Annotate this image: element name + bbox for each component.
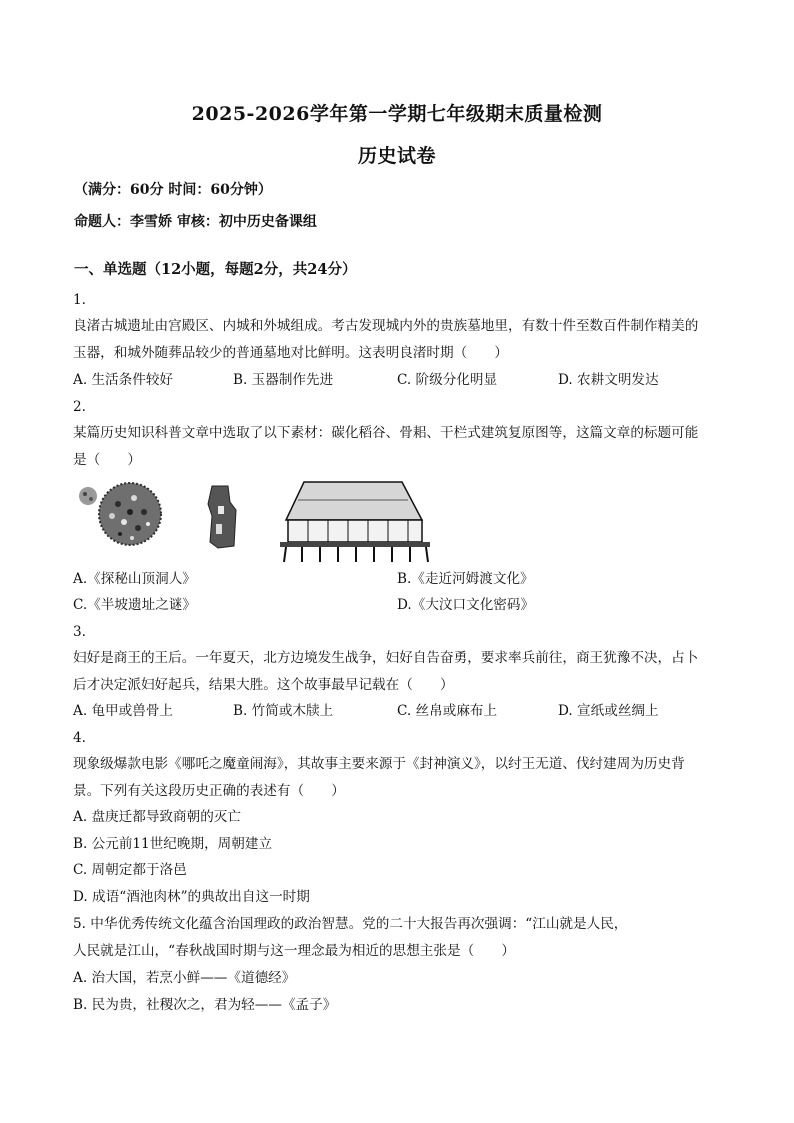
q3-option-b: B. 竹简或木牍上 — [233, 703, 334, 719]
q2-option-a: A.《探秘山顶洞人》 — [73, 571, 196, 587]
q4-option-b: B. 公元前11世纪晚期，周朝建立 — [73, 836, 273, 852]
q2-stem-line2: 是（ ） — [73, 452, 141, 468]
q2-stem-line1: 某篇历史知识科普文章中选取了以下素材：碳化稻谷、骨耜、干栏式建筑复原图等，这篇文章的标题可能 — [73, 425, 699, 441]
exam-title: 2025-2026学年第一学期七年级期末质量检测 — [191, 103, 603, 125]
q3-stem-line2: 后才决定派妇好起兵，结果大胜。这个故事最早记载在（ ） — [73, 677, 454, 693]
bone-spade-icon — [208, 486, 236, 548]
q5-stem-line1: 5. 中华优秀传统文化蕴含治国理政的政治智慧。党的二十大报告再次强调：“江山就是人民， — [73, 916, 628, 932]
q5-option-b: B. 民为贵，社稷次之，君为轻——《孟子》 — [73, 997, 337, 1013]
q2-option-c: C.《半坡遗址之谜》 — [73, 597, 196, 613]
q2-number: 2. — [73, 399, 86, 415]
q4-number: 4. — [73, 730, 86, 746]
q4-stem-line1: 现象级爆款电影《哪吒之魔童闹海》，其故事主要来源于《封神演义》，以纣王无道、伐纣建周为历史背 — [73, 756, 685, 772]
q1-option-c: C. 阶级分化明显 — [397, 372, 498, 388]
q1-stem-line2: 玉器，和城外随葬品较少的普通墓地对比鲜明。这表明良渚时期（ ） — [73, 345, 508, 361]
q3-stem-line1: 妇好是商王的王后。一年夏天，北方边境发生战争，妇好自告奋勇，要求率兵前往，商王犹豫不决，占卜 — [73, 650, 699, 666]
q3-number: 3. — [73, 624, 86, 640]
stilt-house-icon — [280, 482, 430, 562]
q1-stem-line1: 良渚古城遗址由宫殿区、内城和外城组成。考古发现城内外的贵族墓地里，有数十件至数百件制作精美的 — [73, 318, 699, 334]
carbonized-rice-icon — [79, 483, 161, 545]
q1-number: 1. — [73, 292, 86, 308]
q4-option-c: C. 周朝定都于洛邑 — [73, 862, 187, 878]
exam-subtitle: 历史试卷 — [357, 145, 436, 167]
q4-stem-line2: 景。下列有关这段历史正确的表述有（ ） — [73, 783, 345, 799]
score-time-info: （满分：60分 时间：60分钟） — [74, 182, 272, 198]
q2-option-d: D.《大汶口文化密码》 — [397, 597, 535, 613]
q3-option-d: D. 宣纸或丝绸上 — [558, 703, 659, 719]
q5-stem-line2: 人民就是江山，“春秋战国时期与这一理念最为相近的思想主张是（ ） — [73, 943, 515, 959]
q1-option-a: A. 生活条件较好 — [73, 372, 174, 388]
q2-option-b: B.《走近河姆渡文化》 — [397, 571, 534, 587]
q5-option-a: A. 治大国，若烹小鲜——《道德经》 — [73, 970, 296, 986]
q4-option-a: A. 盘庚迁都导致商朝的灭亡 — [73, 809, 241, 825]
q3-option-a: A. 龟甲或兽骨上 — [73, 703, 174, 719]
q2-figures — [72, 476, 432, 566]
authors-info: 命题人：李雪娇 审核：初中历史备课组 — [74, 214, 317, 230]
section-heading: 一、单选题（12小题，每题2分，共24分） — [74, 261, 357, 278]
q1-option-d: D. 农耕文明发达 — [558, 372, 659, 388]
q4-option-d: D. 成语“酒池肉林”的典故出自这一时期 — [73, 889, 310, 905]
q1-option-b: B. 玉器制作先进 — [233, 372, 334, 388]
q3-option-c: C. 丝帛或麻布上 — [397, 703, 498, 719]
